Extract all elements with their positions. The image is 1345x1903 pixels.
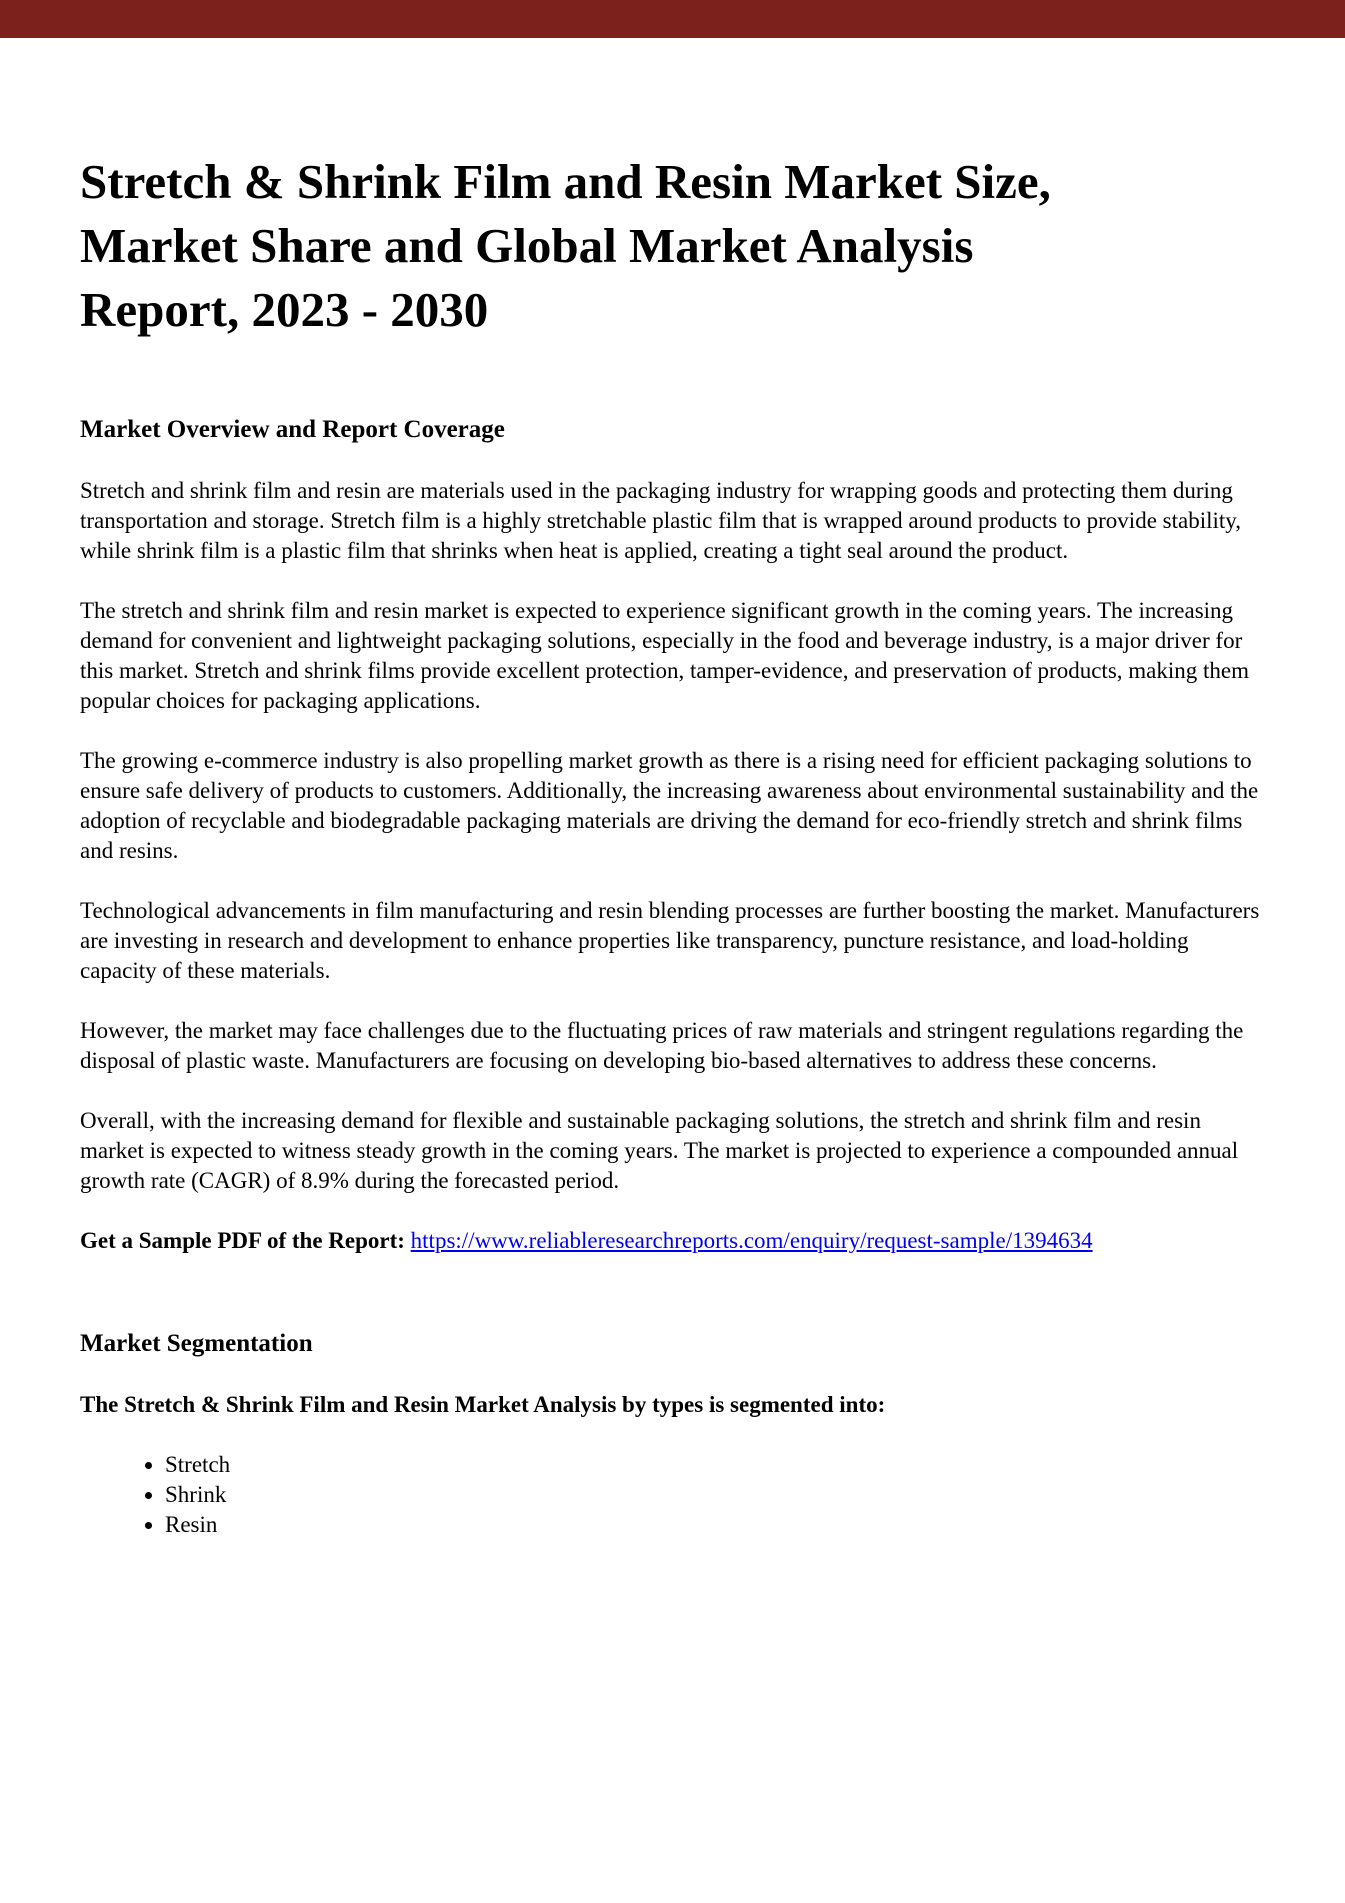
list-item-stretch: • Stretch xyxy=(165,1450,1265,1480)
sample-pdf-line xyxy=(80,1226,1200,1256)
overview-paragraph-4: Technological advancements in film manufacturing and resin blending processes are further boosting the market. Manufacturers are investing in research and development to enhance properties like transparency, puncture resistance, and load-holding capacity of these materials. xyxy=(80,898,1260,983)
top-bar xyxy=(0,0,1345,38)
types-intro: The Stretch & Shrink Film and Resin Market Analysis by types is segmented into: xyxy=(80,1392,886,1417)
section-heading-segmentation: Market Segmentation xyxy=(80,1330,313,1357)
types-list xyxy=(80,1450,1265,1540)
page-title-line-2: Market Share and Global Market Analysis xyxy=(80,218,974,273)
page-title-line-3: Report, 2023 - 2030 xyxy=(80,282,489,337)
overview-paragraph-5: However, the market may face challenges due to the fluctuating prices of raw materials and stringent regulations regarding the disposal of plastic waste. Manufacturers are focusing on developing bio-based alternatives to address these concerns. xyxy=(80,1018,1244,1073)
overview-paragraph-6: Overall, with the increasing demand for flexible and sustainable packaging solutions, the stretch and shrink film and resin market is expected to witness steady growth in the coming years. The market is projected to experience a compounded annual growth rate (CAGR) of 8.9% during the forecasted period. xyxy=(80,1108,1239,1193)
page-title xyxy=(80,150,1265,342)
sample-pdf-label: Get a Sample PDF of the Report: xyxy=(80,1228,405,1253)
page-title-line-1: Stretch & Shrink Film and Resin Market Size, xyxy=(80,154,1051,209)
overview-paragraph-2: The stretch and shrink film and resin market is expected to experience significant growth in the coming years. The increasing demand for convenient and lightweight packaging solutions, especially in the food and beverage industry, is a major driver for this market. Stretch and shrink films provide excellent protection, tamper-evidence, and preservation of products, making them popular choices for packaging applications. xyxy=(80,598,1249,713)
list-item-resin: • Resin xyxy=(165,1510,1265,1540)
overview-paragraph-1: Stretch and shrink film and resin are materials used in the packaging industry for wrapping goods and protecting them during transportation and storage. Stretch film is a highly stretchable plastic film that is wrapped around products to provide stability, while shrink film is a plastic film that shrinks when heat is applied, creating a tight seal around the product. xyxy=(80,478,1242,563)
overview-paragraph-3: The growing e-commerce industry is also propelling market growth as there is a rising need for efficient packaging solutions to ensure safe delivery of products to customers. Additionally, the increasing awareness about environmental sustainability and the adoption of recyclable and biodegradable packaging materials are driving the demand for eco-friendly stretch and shrink films and resins. xyxy=(80,748,1259,863)
report-page xyxy=(0,150,1345,1540)
section-heading-overview: Market Overview and Report Coverage xyxy=(80,416,505,443)
sample-pdf-link[interactable]: https://www.reliableresearchreports.com/enquiry/request-sample/1394634 xyxy=(410,1228,1093,1253)
list-item-shrink: • Shrink xyxy=(165,1480,1265,1510)
